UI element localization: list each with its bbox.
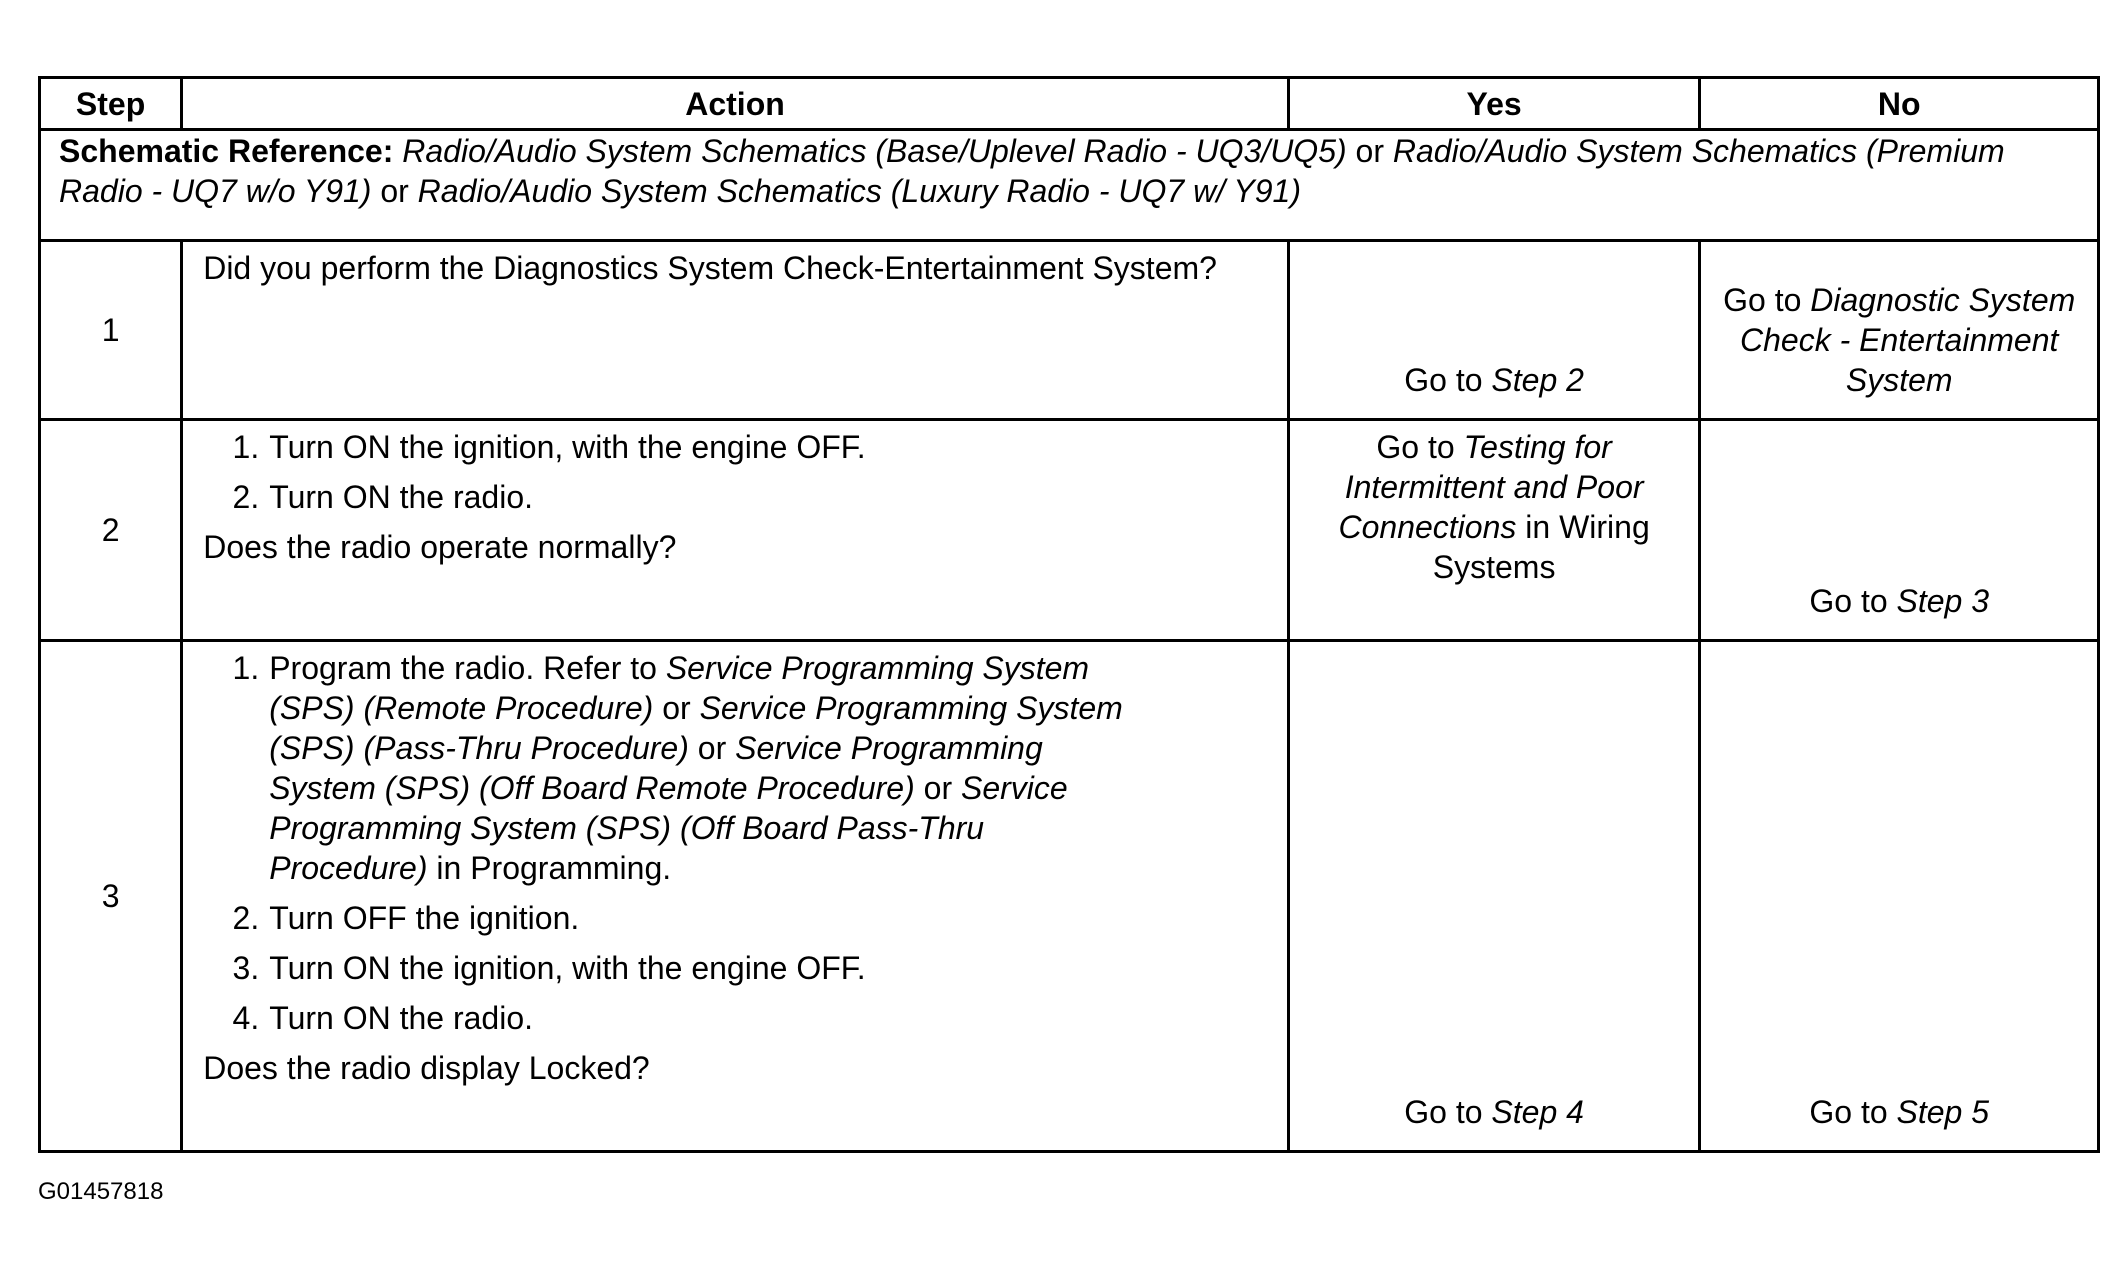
yes-ref[interactable]: Step 4: [1491, 1094, 1584, 1130]
list-item-number: 2.: [232, 479, 260, 515]
action-steps-list: [203, 648, 1267, 1038]
header-yes: Yes: [1288, 78, 1700, 130]
no-cell: [1700, 420, 2099, 641]
yes-result: [1300, 360, 1689, 400]
list-item-number: 3.: [232, 950, 260, 986]
no-ref[interactable]: Step 3: [1896, 583, 1990, 619]
sps-pass-thru-ref[interactable]: Service Programming System (SPS) (Pass-Thru Procedure): [269, 690, 1123, 766]
yes-cell: [1288, 420, 1700, 641]
no-result: [1711, 581, 2087, 621]
list-item-text: Turn ON the radio.: [269, 1000, 534, 1036]
schematic-or-2: or: [380, 173, 409, 209]
no-prefix: Go to: [1809, 1094, 1888, 1130]
diagnostic-table: [38, 76, 2100, 1153]
list-item: [203, 898, 1267, 938]
action-question: Did you perform the Diagnostics System Check-Entertainment System?: [203, 250, 1217, 286]
list-item: [203, 648, 1267, 888]
schematic-ref-1: Radio/Audio System Schematics (Base/Uplevel Radio - UQ3/UQ5): [402, 133, 1347, 169]
no-ref[interactable]: Diagnostic System Check - Entertainment System: [1740, 282, 2076, 398]
schematic-row: [40, 130, 2099, 241]
header-action: Action: [182, 78, 1289, 130]
list-item-text: Turn OFF the ignition.: [269, 900, 580, 936]
yes-prefix: Go to: [1404, 362, 1483, 398]
schematic-ref-2: Radio/Audio System Schematics (Premium Radio - UQ7 w/o Y91): [59, 133, 2005, 209]
action-steps-list: [203, 427, 1267, 517]
no-result: [1711, 280, 2087, 400]
list-item: [203, 998, 1267, 1038]
sps-off-board-pass-thru-ref[interactable]: Service Programming System (SPS) (Off Board Pass-Thru Procedure): [269, 770, 1068, 886]
step-number: 1: [40, 241, 182, 420]
yes-prefix: Go to: [1376, 429, 1455, 465]
yes-suffix: in Wiring Systems: [1432, 509, 1650, 585]
yes-result: [1300, 1092, 1689, 1132]
yes-cell: [1288, 241, 1700, 420]
list-item-number: 4.: [232, 1000, 260, 1036]
list-item-text: Turn ON the radio.: [269, 479, 534, 515]
program-text: Program the radio. Refer to: [269, 650, 657, 686]
yes-result: [1300, 427, 1689, 587]
header-step: Step: [40, 78, 182, 130]
list-item-number: 2.: [232, 900, 260, 936]
schematic-ref-3: Radio/Audio System Schematics (Luxury Radio - UQ7 w/ Y91): [417, 173, 1301, 209]
yes-cell: [1288, 641, 1700, 1152]
action-question: Does the radio display Locked?: [203, 1050, 650, 1086]
sps-remote-ref[interactable]: Service Programming System (SPS) (Remote Procedure): [269, 650, 1090, 726]
no-prefix: Go to: [1809, 583, 1888, 619]
schematic-reference: [40, 130, 2099, 241]
list-item: [203, 477, 1267, 517]
list-item-number: 1.: [232, 650, 260, 686]
header-no: No: [1700, 78, 2099, 130]
schematic-or-1: or: [1355, 133, 1384, 169]
or-text: or: [662, 690, 691, 726]
yes-ref[interactable]: Step 2: [1491, 362, 1584, 398]
list-item-number: 1.: [232, 429, 260, 465]
no-cell: [1700, 641, 2099, 1152]
list-item-text: Turn ON the ignition, with the engine OFF.: [269, 429, 866, 465]
in-programming-text: in Programming.: [436, 850, 672, 886]
action-cell: [182, 241, 1289, 420]
yes-ref[interactable]: Testing for Intermittent and Poor Connections: [1338, 429, 1644, 545]
or-text: or: [923, 770, 953, 806]
action-cell: [182, 420, 1289, 641]
table-row: [40, 241, 2099, 420]
action-cell: [182, 641, 1289, 1152]
no-cell: [1700, 241, 2099, 420]
or-text: or: [697, 730, 727, 766]
list-item: [203, 948, 1267, 988]
sps-off-board-remote-ref[interactable]: Service Programming System (SPS) (Off Board Remote Procedure): [269, 730, 1043, 806]
list-item-text: [269, 648, 1149, 888]
step-number: 3: [40, 641, 182, 1152]
table-row: [40, 420, 2099, 641]
yes-prefix: Go to: [1404, 1094, 1483, 1130]
action-question: Does the radio operate normally?: [203, 529, 677, 565]
schematic-label: Schematic Reference:: [59, 133, 394, 169]
list-item: [203, 427, 1267, 467]
step-number: 2: [40, 420, 182, 641]
table-row: [40, 641, 2099, 1152]
table-header-row: [40, 78, 2099, 130]
figure-id: G01457818: [38, 1178, 164, 1205]
no-result: [1711, 1092, 2087, 1132]
list-item-text: Turn ON the ignition, with the engine OFF.: [269, 950, 866, 986]
no-prefix: Go to: [1723, 282, 1802, 318]
no-ref[interactable]: Step 5: [1896, 1094, 1990, 1130]
